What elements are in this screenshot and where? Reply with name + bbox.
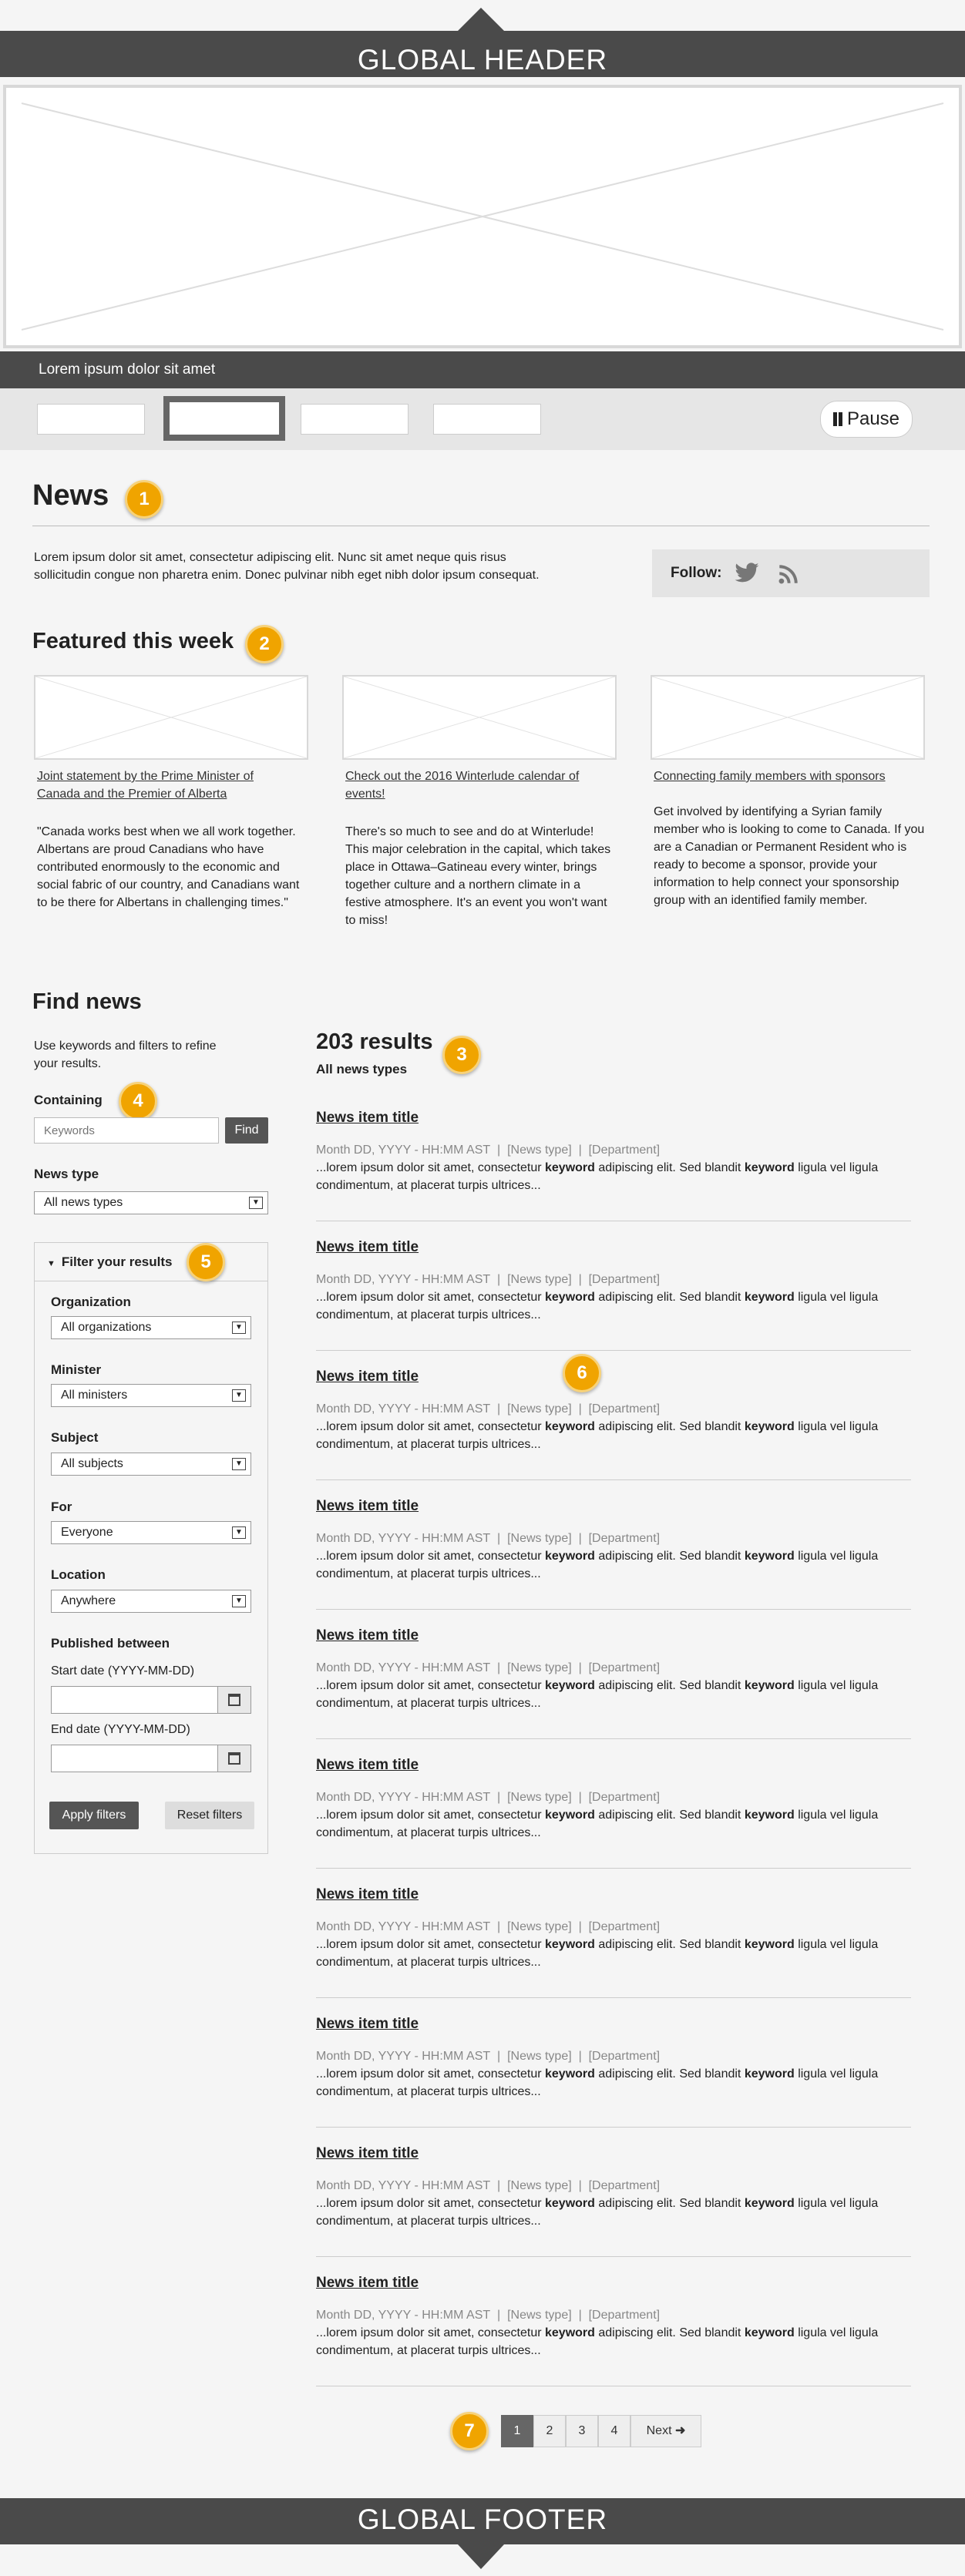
result-department: [Department] bbox=[588, 2179, 661, 2192]
result-type: [News type] bbox=[507, 1144, 572, 1157]
snippet-text: ...lorem ipsum dolor sit amet, consectetur bbox=[316, 2067, 545, 2081]
result-divider bbox=[316, 1479, 911, 1480]
result-item bbox=[316, 1886, 917, 1971]
next-page-button[interactable] bbox=[630, 2415, 701, 2447]
result-department: [Department] bbox=[588, 1532, 661, 1545]
page-title: News bbox=[32, 479, 109, 512]
snippet-text: ligula vel ligula condimentum, at placerat turpis ultrices... bbox=[316, 2067, 879, 2098]
result-title-link[interactable]: News item title bbox=[316, 1369, 419, 1385]
result-meta: Month DD, YYYY - HH:MM AST | [News type] | [Department] bbox=[316, 2309, 661, 2322]
snippet-text: ligula vel ligula condimentum, at placerat turpis ultrices... bbox=[316, 2197, 879, 2228]
chevron-down-icon: ▼ bbox=[249, 1197, 263, 1209]
result-title-link[interactable]: News item title bbox=[316, 2016, 419, 2032]
snippet-keyword: keyword bbox=[545, 1161, 595, 1174]
result-item bbox=[316, 2275, 917, 2359]
featured-image-2 bbox=[342, 675, 617, 760]
result-type: [News type] bbox=[507, 1661, 572, 1674]
subject-label: Subject bbox=[51, 1430, 99, 1445]
result-title-link[interactable]: News item title bbox=[316, 2145, 419, 2161]
result-type: [News type] bbox=[507, 1402, 572, 1416]
organization-select[interactable] bbox=[51, 1316, 251, 1339]
result-type: [News type] bbox=[507, 2309, 572, 2322]
result-divider bbox=[316, 1868, 911, 1869]
result-meta: Month DD, YYYY - HH:MM AST | [News type] | [Department] bbox=[316, 1661, 661, 1674]
snippet-text: ...lorem ipsum dolor sit amet, consectetur bbox=[316, 2326, 545, 2339]
result-meta: Month DD, YYYY - HH:MM AST | [News type] | [Department] bbox=[316, 1402, 661, 1416]
result-date: Month DD, YYYY - HH:MM AST bbox=[316, 1273, 491, 1286]
result-meta: Month DD, YYYY - HH:MM AST | [News type] | [Department] bbox=[316, 2050, 661, 2063]
snippet-keyword: keyword bbox=[744, 1161, 795, 1174]
arrow-right-icon: ➜ bbox=[674, 2424, 686, 2437]
snippet-text: ...lorem ipsum dolor sit amet, consectetur bbox=[316, 1291, 545, 1304]
snippet-text: adipiscing elit. Sed blandit bbox=[594, 2197, 745, 2210]
result-date: Month DD, YYYY - HH:MM AST bbox=[316, 1144, 491, 1157]
result-department: [Department] bbox=[588, 1920, 661, 1933]
featured-link-1[interactable]: Joint statement by the Prime Minister of Canada and the Premier of Alberta bbox=[37, 770, 254, 801]
chevron-down-icon: ▼ bbox=[232, 1595, 246, 1607]
start-date-label: Start date (YYYY-MM-DD) bbox=[51, 1664, 195, 1678]
result-date: Month DD, YYYY - HH:MM AST bbox=[316, 1920, 491, 1933]
twitter-icon[interactable] bbox=[734, 563, 760, 584]
snippet-keyword: keyword bbox=[744, 2197, 795, 2210]
badge-2: 2 bbox=[245, 625, 284, 663]
carousel-thumb-2[interactable] bbox=[163, 396, 285, 441]
carousel-thumb-3[interactable] bbox=[301, 404, 409, 435]
result-meta: Month DD, YYYY - HH:MM AST | [News type] | [Department] bbox=[316, 2179, 661, 2192]
result-divider bbox=[316, 2256, 911, 2257]
snippet-keyword: keyword bbox=[545, 1291, 595, 1304]
result-snippet bbox=[316, 1677, 917, 1712]
snippet-text: adipiscing elit. Sed blandit bbox=[594, 1161, 745, 1174]
featured-text-2: There's so much to see and do at Winterlude! This major celebration in the capital, which takes place in Ottawa–Gatineau every winter, brings together culture and a northern climate in a festive atmosphere. It's an event you won't want to miss! bbox=[345, 825, 611, 927]
snippet-keyword: keyword bbox=[545, 2326, 595, 2339]
result-snippet bbox=[316, 2195, 917, 2230]
snippet-text: ligula vel ligula condimentum, at placerat turpis ultrices... bbox=[316, 2326, 879, 2357]
for-select[interactable] bbox=[51, 1521, 251, 1544]
calendar-icon[interactable] bbox=[217, 1686, 251, 1714]
footer-arrow bbox=[458, 2544, 504, 2569]
find-button[interactable]: Find bbox=[225, 1117, 268, 1144]
snippet-text: adipiscing elit. Sed blandit bbox=[594, 1550, 745, 1563]
result-title-link[interactable]: News item title bbox=[316, 1498, 419, 1514]
page-3-button[interactable]: 3 bbox=[566, 2415, 598, 2447]
carousel-thumb-4[interactable] bbox=[433, 404, 541, 435]
snippet-text: ...lorem ipsum dolor sit amet, consectetur bbox=[316, 1809, 545, 1822]
result-department: [Department] bbox=[588, 1144, 661, 1157]
follow-label: Follow: bbox=[671, 565, 722, 581]
snippet-text: ...lorem ipsum dolor sit amet, consectetur bbox=[316, 1161, 545, 1174]
snippet-keyword: keyword bbox=[545, 2067, 595, 2081]
carousel-caption: Lorem ipsum dolor sit amet bbox=[39, 361, 216, 378]
next-label: Next bbox=[646, 2424, 672, 2437]
result-item bbox=[316, 2016, 917, 2101]
published-label: Published between bbox=[51, 1636, 170, 1651]
snippet-keyword: keyword bbox=[545, 1550, 595, 1563]
snippet-text: adipiscing elit. Sed blandit bbox=[594, 1809, 745, 1822]
result-item bbox=[316, 1627, 917, 1712]
snippet-text: adipiscing elit. Sed blandit bbox=[594, 1420, 745, 1433]
result-meta: Month DD, YYYY - HH:MM AST | [News type] | [Department] bbox=[316, 1144, 661, 1157]
reset-filters-button[interactable]: Reset filters bbox=[165, 1802, 254, 1829]
containing-label: Containing bbox=[34, 1093, 103, 1107]
result-type: [News type] bbox=[507, 1532, 572, 1545]
snippet-text: ligula vel ligula condimentum, at placerat turpis ultrices... bbox=[316, 1809, 879, 1839]
news-type-value: All news types bbox=[44, 1196, 123, 1209]
for-label: For bbox=[51, 1500, 72, 1514]
result-snippet bbox=[316, 1159, 917, 1194]
location-value: Anywhere bbox=[61, 1594, 116, 1607]
pause-button[interactable] bbox=[820, 401, 913, 438]
pause-label: Pause bbox=[846, 408, 900, 429]
result-divider bbox=[316, 1738, 911, 1739]
calendar-icon[interactable] bbox=[217, 1745, 251, 1772]
find-news-title: Find news bbox=[32, 989, 142, 1014]
snippet-keyword: keyword bbox=[744, 1679, 795, 1692]
result-item bbox=[316, 2145, 917, 2230]
result-snippet bbox=[316, 1547, 917, 1583]
featured-text-3: Get involved by identifying a Syrian family member who is looking to come to Canada. If you are a Canadian or Permanent Resident who is ready to become a sponsor, provide your information to help connect your sponsorship group with an identified family member. bbox=[654, 805, 925, 907]
for-value: Everyone bbox=[61, 1526, 113, 1539]
result-date: Month DD, YYYY - HH:MM AST bbox=[316, 2050, 491, 2063]
snippet-text: ...lorem ipsum dolor sit amet, consectetur bbox=[316, 1550, 545, 1563]
result-divider bbox=[316, 2127, 911, 2128]
snippet-keyword: keyword bbox=[545, 1938, 595, 1951]
carousel-thumb-1[interactable] bbox=[37, 404, 145, 435]
result-meta: Month DD, YYYY - HH:MM AST | [News type] | [Department] bbox=[316, 1273, 661, 1286]
snippet-text: ligula vel ligula condimentum, at placerat turpis ultrices... bbox=[316, 1550, 879, 1580]
result-date: Month DD, YYYY - HH:MM AST bbox=[316, 2309, 491, 2322]
result-snippet bbox=[316, 1288, 917, 1324]
result-snippet bbox=[316, 1806, 917, 1842]
snippet-text: ligula vel ligula condimentum, at placerat turpis ultrices... bbox=[316, 1420, 879, 1451]
global-header-label: GLOBAL HEADER bbox=[357, 44, 608, 76]
result-item bbox=[316, 1498, 917, 1583]
badge-5: 5 bbox=[187, 1243, 225, 1281]
result-title-link[interactable]: News item title bbox=[316, 1757, 419, 1773]
filter-panel-header[interactable] bbox=[35, 1243, 267, 1281]
global-header bbox=[0, 31, 965, 77]
badge-6: 6 bbox=[563, 1354, 601, 1392]
result-department: [Department] bbox=[588, 2309, 661, 2322]
snippet-keyword: keyword bbox=[744, 2326, 795, 2339]
result-department: [Department] bbox=[588, 1273, 661, 1286]
result-department: [Department] bbox=[588, 1402, 661, 1416]
page-1-button[interactable]: 1 bbox=[501, 2415, 533, 2447]
result-snippet bbox=[316, 2324, 917, 2359]
chevron-down-icon: ▼ bbox=[232, 1389, 246, 1402]
result-item bbox=[316, 1369, 917, 1453]
result-snippet bbox=[316, 1936, 917, 1971]
keywords-input[interactable] bbox=[34, 1117, 219, 1144]
result-meta: Month DD, YYYY - HH:MM AST | [News type] | [Department] bbox=[316, 1532, 661, 1545]
badge-1: 1 bbox=[125, 480, 163, 519]
chevron-down-icon: ▼ bbox=[232, 1526, 246, 1539]
result-title-link[interactable]: News item title bbox=[316, 1239, 419, 1255]
result-item bbox=[316, 1239, 917, 1324]
minister-label: Minister bbox=[51, 1362, 102, 1377]
featured-image-3 bbox=[651, 675, 925, 760]
pause-icon bbox=[833, 412, 842, 426]
featured-text-1: "Canada works best when we all work together. Albertans are proud Canadians who have contributed enormously to the economic and social fabric of our country, and Canadians want to be there for Albertans in challenging times." bbox=[37, 825, 300, 909]
snippet-text: adipiscing elit. Sed blandit bbox=[594, 1291, 745, 1304]
result-date: Month DD, YYYY - HH:MM AST bbox=[316, 1661, 491, 1674]
result-item bbox=[316, 1757, 917, 1842]
snippet-keyword: keyword bbox=[744, 1420, 795, 1433]
result-divider bbox=[316, 1997, 911, 1998]
minister-value: All ministers bbox=[61, 1389, 128, 1402]
global-footer bbox=[0, 2498, 965, 2544]
subject-select[interactable] bbox=[51, 1453, 251, 1476]
global-footer-label: GLOBAL FOOTER bbox=[357, 2504, 608, 2535]
result-date: Month DD, YYYY - HH:MM AST bbox=[316, 1532, 491, 1545]
result-meta: Month DD, YYYY - HH:MM AST | [News type] | [Department] bbox=[316, 1920, 661, 1933]
snippet-text: ...lorem ipsum dolor sit amet, consectetur bbox=[316, 1938, 545, 1951]
results-count: 203 results bbox=[316, 1029, 433, 1054]
snippet-text: ligula vel ligula condimentum, at placerat turpis ultrices... bbox=[316, 1161, 879, 1192]
result-date: Month DD, YYYY - HH:MM AST bbox=[316, 1402, 491, 1416]
result-title-link[interactable]: News item title bbox=[316, 1627, 419, 1644]
snippet-text: ligula vel ligula condimentum, at placerat turpis ultrices... bbox=[316, 1938, 879, 1969]
snippet-keyword: keyword bbox=[545, 1679, 595, 1692]
end-date-label: End date (YYYY-MM-DD) bbox=[51, 1723, 190, 1736]
result-title-link[interactable]: News item title bbox=[316, 1110, 419, 1126]
find-news-intro: Use keywords and filters to refine your results. bbox=[34, 1039, 217, 1070]
subject-value: All subjects bbox=[61, 1457, 123, 1470]
result-type: [News type] bbox=[507, 2179, 572, 2192]
snippet-text: adipiscing elit. Sed blandit bbox=[594, 2326, 745, 2339]
result-type: [News type] bbox=[507, 1791, 572, 1804]
snippet-keyword: keyword bbox=[545, 1420, 595, 1433]
triangle-down-icon: ▼ bbox=[47, 1259, 55, 1268]
snippet-keyword: keyword bbox=[744, 1809, 795, 1822]
page-2-button[interactable]: 2 bbox=[533, 2415, 566, 2447]
result-divider bbox=[316, 1609, 911, 1610]
featured-title: Featured this week bbox=[32, 629, 234, 653]
chevron-down-icon: ▼ bbox=[232, 1458, 246, 1470]
result-divider bbox=[316, 1350, 911, 1351]
snippet-text: ...lorem ipsum dolor sit amet, consectetur bbox=[316, 1679, 545, 1692]
snippet-keyword: keyword bbox=[744, 1291, 795, 1304]
result-department: [Department] bbox=[588, 1661, 661, 1674]
snippet-keyword: keyword bbox=[744, 1550, 795, 1563]
filter-panel-title: Filter your results bbox=[61, 1254, 173, 1269]
organization-label: Organization bbox=[51, 1295, 131, 1309]
header-arrow bbox=[458, 8, 504, 31]
snippet-text: ligula vel ligula condimentum, at placerat turpis ultrices... bbox=[316, 1679, 879, 1710]
follow-box bbox=[652, 549, 930, 597]
result-department: [Department] bbox=[588, 1791, 661, 1804]
result-department: [Department] bbox=[588, 2050, 661, 2063]
page-4-button[interactable]: 4 bbox=[598, 2415, 630, 2447]
minister-select[interactable] bbox=[51, 1384, 251, 1407]
result-item bbox=[316, 1110, 917, 1194]
snippet-keyword: keyword bbox=[545, 2197, 595, 2210]
apply-filters-button[interactable]: Apply filters bbox=[49, 1802, 139, 1829]
hero-image-placeholder bbox=[3, 85, 962, 348]
result-date: Month DD, YYYY - HH:MM AST bbox=[316, 1791, 491, 1804]
featured-link-3[interactable]: Connecting family members with sponsors bbox=[654, 770, 886, 783]
rss-icon[interactable] bbox=[778, 564, 799, 584]
result-type: [News type] bbox=[507, 1920, 572, 1933]
result-type: [News type] bbox=[507, 1273, 572, 1286]
location-label: Location bbox=[51, 1567, 106, 1582]
result-snippet bbox=[316, 2065, 917, 2101]
snippet-text: ligula vel ligula condimentum, at placerat turpis ultrices... bbox=[316, 1291, 879, 1322]
organization-value: All organizations bbox=[61, 1321, 152, 1334]
snippet-keyword: keyword bbox=[744, 1938, 795, 1951]
result-snippet bbox=[316, 1418, 917, 1453]
featured-link-2[interactable]: Check out the 2016 Winterlude calendar of events! bbox=[345, 770, 580, 801]
snippet-text: adipiscing elit. Sed blandit bbox=[594, 2067, 745, 2081]
result-title-link[interactable]: News item title bbox=[316, 1886, 419, 1903]
result-date: Month DD, YYYY - HH:MM AST bbox=[316, 2179, 491, 2192]
badge-7: 7 bbox=[450, 2412, 489, 2450]
badge-4: 4 bbox=[119, 1082, 157, 1120]
snippet-text: adipiscing elit. Sed blandit bbox=[594, 1679, 745, 1692]
snippet-text: ...lorem ipsum dolor sit amet, consectetur bbox=[316, 2197, 545, 2210]
snippet-text: adipiscing elit. Sed blandit bbox=[594, 1938, 745, 1951]
badge-3: 3 bbox=[442, 1036, 481, 1074]
news-type-label: News type bbox=[34, 1167, 99, 1181]
chevron-down-icon: ▼ bbox=[232, 1322, 246, 1334]
news-intro: Lorem ipsum dolor sit amet, consectetur adipiscing elit. Nunc sit amet neque quis risus sollicitudin congue non pharetra enim. Donec pulvinar nibh eget nibh dolor ipsum consequat. bbox=[34, 551, 540, 582]
news-type-select[interactable] bbox=[34, 1191, 268, 1214]
snippet-keyword: keyword bbox=[744, 2067, 795, 2081]
featured-image-1 bbox=[34, 675, 308, 760]
location-select[interactable] bbox=[51, 1590, 251, 1613]
snippet-keyword: keyword bbox=[545, 1809, 595, 1822]
result-title-link[interactable]: News item title bbox=[316, 2275, 419, 2291]
result-type: [News type] bbox=[507, 2050, 572, 2063]
snippet-text: ...lorem ipsum dolor sit amet, consectetur bbox=[316, 1420, 545, 1433]
results-subtitle: All news types bbox=[316, 1062, 408, 1076]
carousel-caption-bar bbox=[0, 351, 965, 388]
result-meta: Month DD, YYYY - HH:MM AST | [News type] | [Department] bbox=[316, 1791, 661, 1804]
